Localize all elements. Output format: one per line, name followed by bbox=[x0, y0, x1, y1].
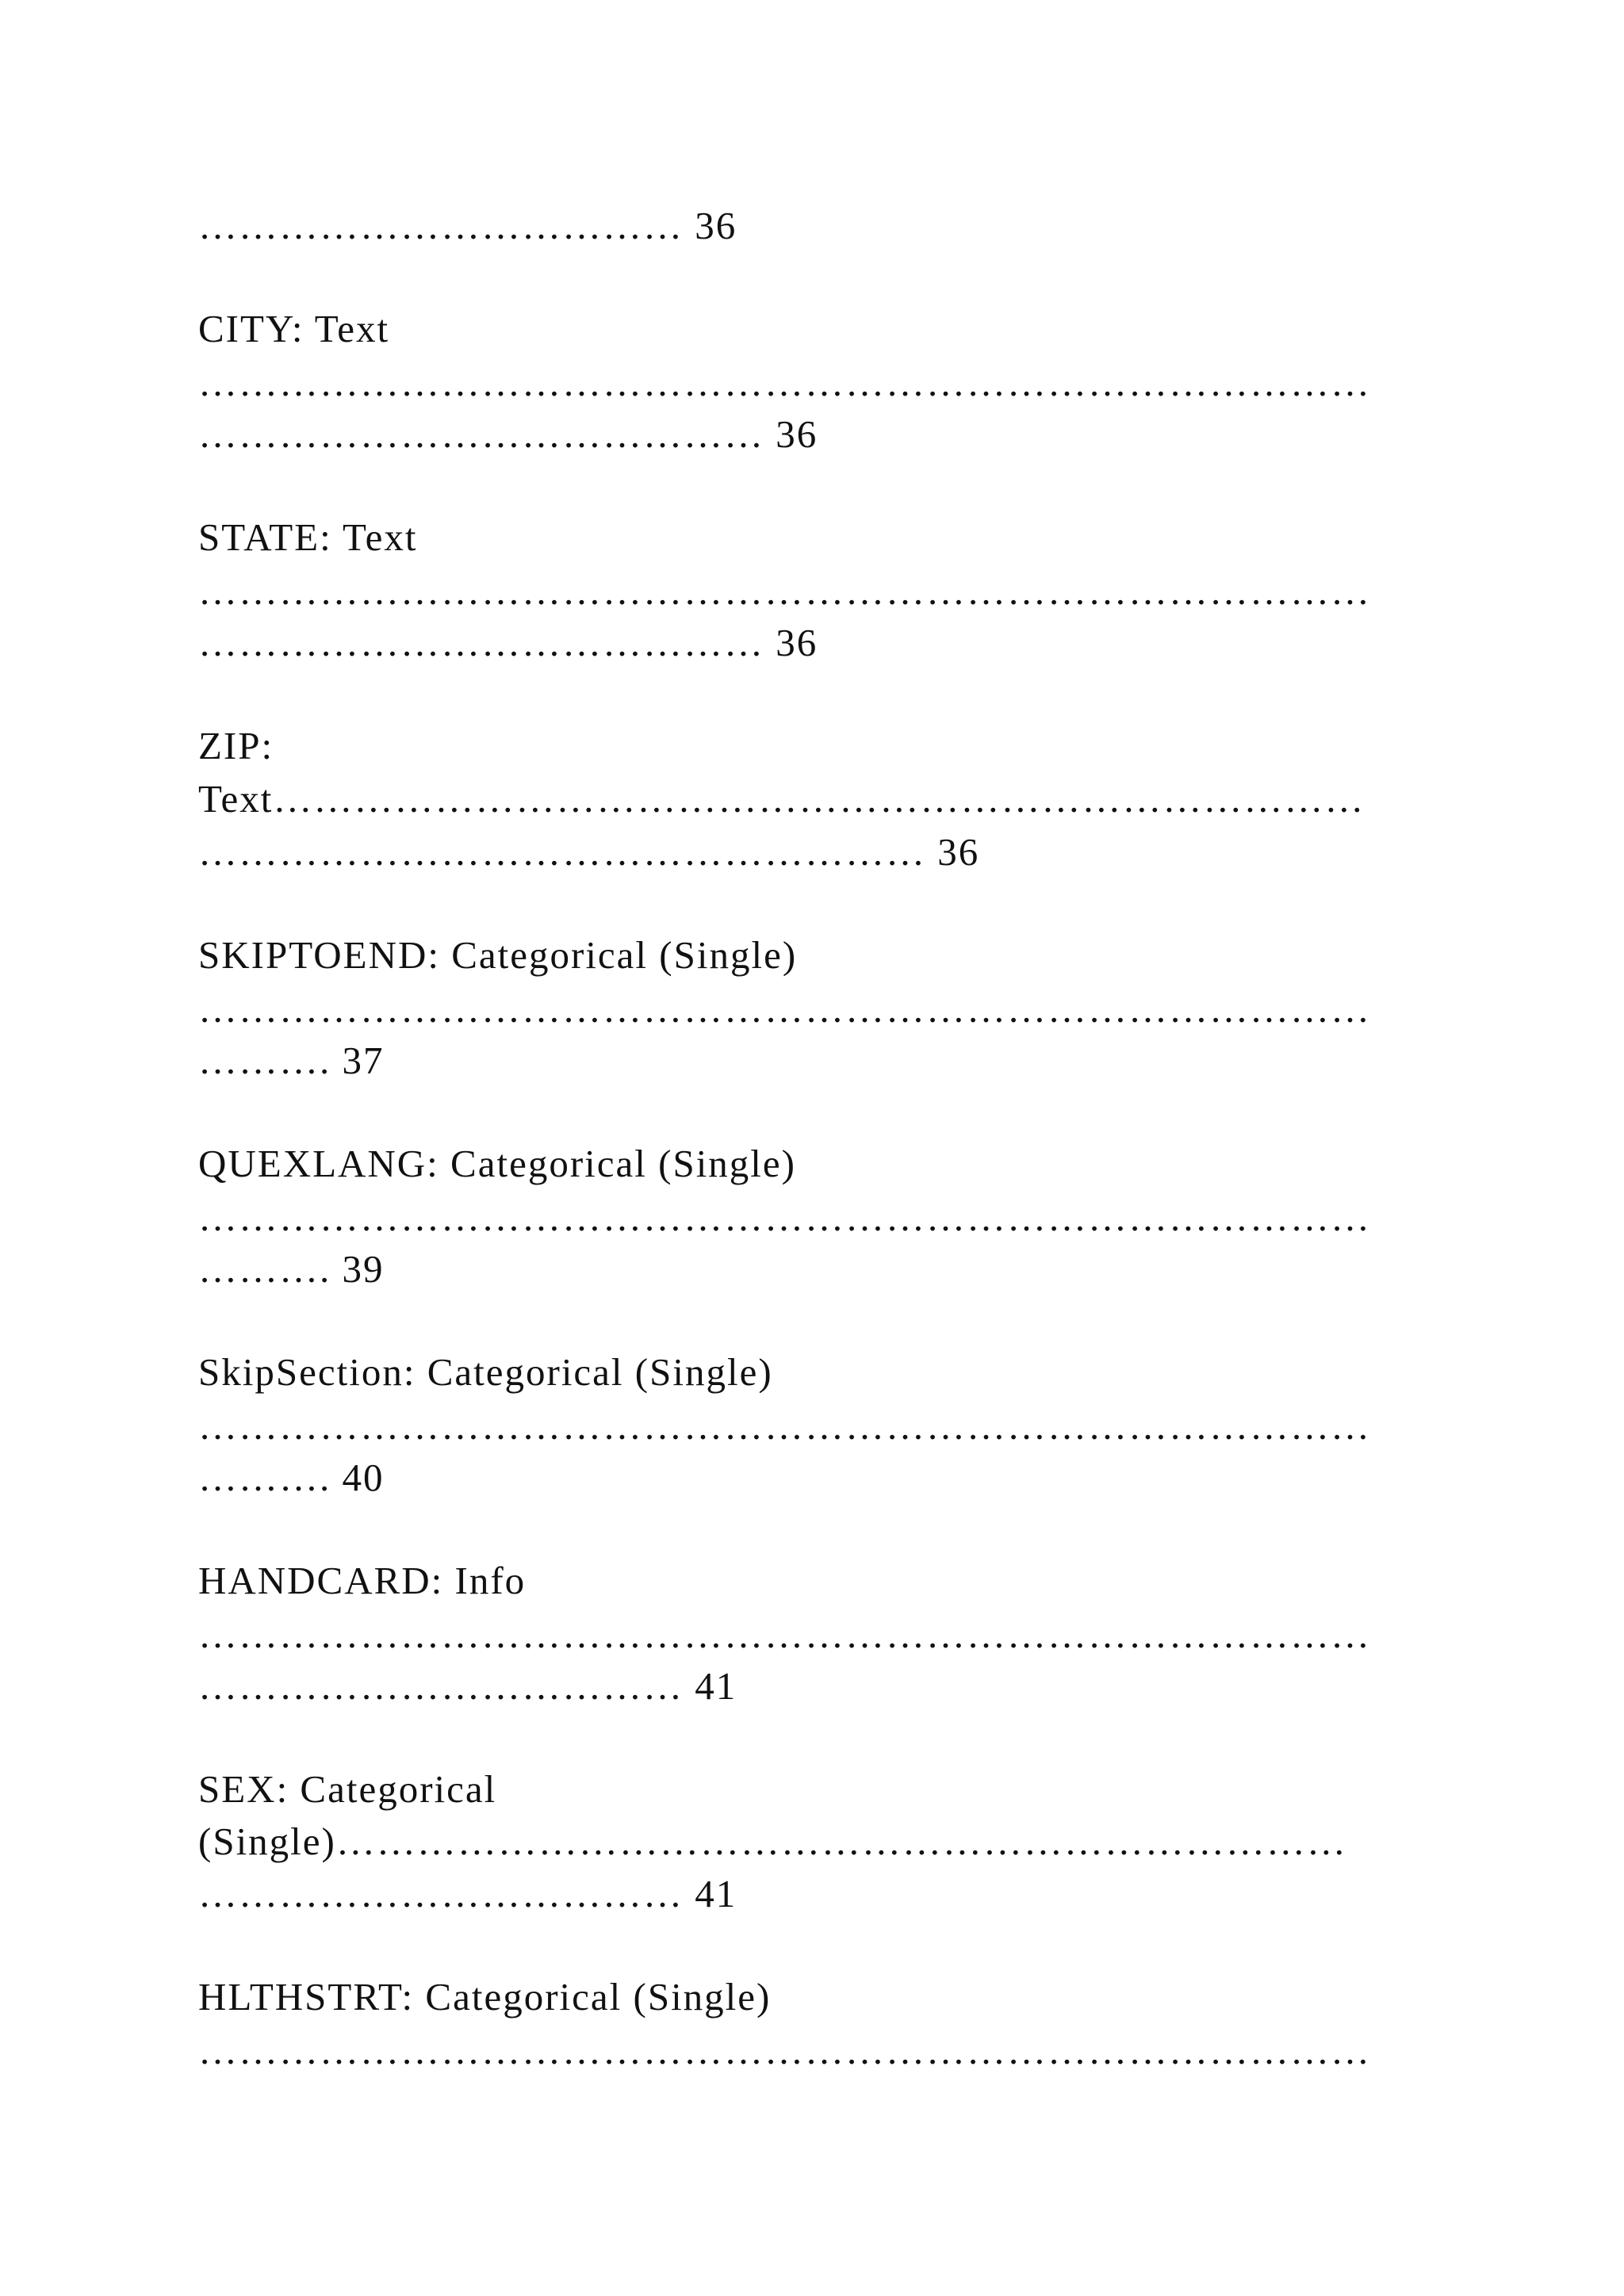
toc-leader-line: …………………………………………………………………………… bbox=[198, 361, 1371, 404]
toc-entry-title: STATE: Text bbox=[198, 515, 418, 559]
toc-entry-title: ZIP: bbox=[198, 724, 274, 767]
toc-entry-title: HANDCARD: Info bbox=[198, 1559, 527, 1602]
toc-leader-line: ……………………………………………… 36 bbox=[198, 830, 980, 874]
toc-entry-title: QUEXLANG: Categorical (Single) bbox=[198, 1142, 796, 1185]
toc-entry-title: CITY: Text bbox=[198, 307, 390, 350]
toc-leader-line: …………………………………………………………………………… bbox=[198, 2029, 1371, 2072]
toc-leader-line: …………………………………… 36 bbox=[198, 412, 818, 456]
toc-leader-line: …………………………………………………………………………… bbox=[198, 1404, 1371, 1448]
toc-leader-line: …………………………………………………………………………… bbox=[198, 569, 1371, 613]
toc-leader-line: …………………………………………………………………………… bbox=[198, 987, 1371, 1031]
toc-leader-line: …………………………………………………………………………… bbox=[198, 1613, 1371, 1656]
toc-leader-line: ……………………………… 36 bbox=[198, 204, 737, 247]
toc-leader-line: ……………………………… 41 bbox=[198, 1664, 737, 1708]
toc-entry-title: HLTHSTRT: Categorical (Single) bbox=[198, 1975, 772, 2019]
toc-leader-line: ………. 39 bbox=[198, 1247, 385, 1291]
toc-leader-line: ……………………………… 41 bbox=[198, 1872, 737, 1915]
toc-entry-title: Text……………………………………………………………………… bbox=[198, 777, 1365, 821]
toc-leader-line: ………. 37 bbox=[198, 1039, 385, 1082]
toc-entry-title: SEX: Categorical bbox=[198, 1767, 497, 1811]
toc-entry-title: (Single)………………………………………………………………… bbox=[198, 1820, 1347, 1863]
toc-leader-line: ………. 40 bbox=[198, 1456, 385, 1499]
toc-leader-line: …………………………………… 36 bbox=[198, 621, 818, 664]
toc-leader-line: …………………………………………………………………………… bbox=[198, 1196, 1371, 1239]
toc-entry-title: SKIPTOEND: Categorical (Single) bbox=[198, 933, 798, 977]
toc-entry-title: SkipSection: Categorical (Single) bbox=[198, 1350, 773, 1394]
